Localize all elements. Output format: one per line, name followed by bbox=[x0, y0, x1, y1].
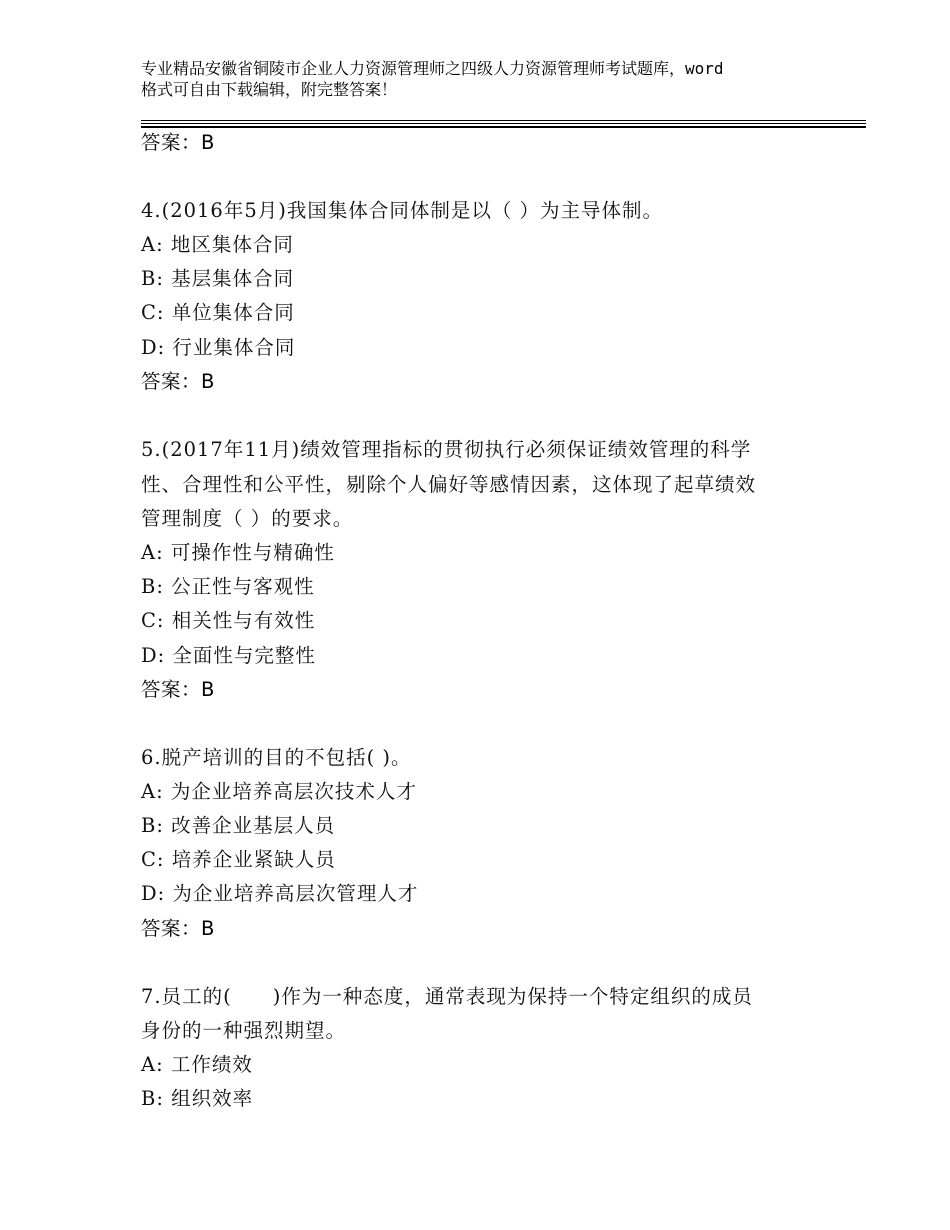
question-5-option-b: B: 公正性与客观性 bbox=[141, 575, 315, 598]
header-rule bbox=[141, 126, 866, 128]
question-4-option-a: A: 地区集体合同 bbox=[141, 233, 294, 256]
question-7-option-a: A: 工作绩效 bbox=[141, 1053, 253, 1076]
header-rule bbox=[141, 123, 866, 124]
header-line-2: 格式可自由下载编辑，附完整答案！ bbox=[141, 80, 398, 99]
answer-line: 答案：B bbox=[141, 131, 215, 154]
question-6-option-d: D: 为企业培养高层次管理人才 bbox=[141, 882, 419, 905]
question-6-option-c: C: 培养企业紧缺人员 bbox=[141, 848, 336, 871]
question-7-stem-line-2: 身份的一种强烈期望。 bbox=[141, 1019, 347, 1042]
question-5-answer: 答案：B bbox=[141, 678, 215, 701]
question-5-option-a: A: 可操作性与精确性 bbox=[141, 541, 335, 564]
header-line-1: 专业精品安徽省铜陵市企业人力资源管理师之四级人力资源管理师考试题库，word bbox=[141, 59, 724, 78]
question-7-option-b: B: 组织效率 bbox=[141, 1087, 254, 1110]
question-4-option-c: C: 单位集体合同 bbox=[141, 301, 295, 324]
question-5-option-c: C: 相关性与有效性 bbox=[141, 609, 316, 632]
question-4-stem: 4.(2016年5月)我国集体合同体制是以（ ）为主导体制。 bbox=[141, 199, 664, 222]
question-5-stem-line-2: 性、合理性和公平性，剔除个人偏好等感情因素，这体现了起草绩效 bbox=[141, 473, 757, 496]
question-6-answer: 答案：B bbox=[141, 917, 215, 940]
question-4-option-b: B: 基层集体合同 bbox=[141, 267, 295, 290]
question-4-answer: 答案：B bbox=[141, 370, 215, 393]
question-5-option-d: D: 全面性与完整性 bbox=[141, 644, 316, 667]
question-6-option-a: A: 为企业培养高层次技术人才 bbox=[141, 780, 417, 803]
question-5-stem-line-3: 管理制度（ ）的要求。 bbox=[141, 507, 354, 530]
question-7-stem-line-1: 7.员工的( )作为一种态度，通常表现为保持一个特定组织的成员 bbox=[141, 985, 753, 1008]
header-rule bbox=[141, 120, 866, 121]
question-6-stem: 6.脱产培训的目的不包括( )。 bbox=[141, 746, 412, 769]
question-4-option-d: D: 行业集体合同 bbox=[141, 336, 296, 359]
question-6-option-b: B: 改善企业基层人员 bbox=[141, 814, 336, 837]
document-header bbox=[141, 58, 841, 100]
question-5-stem-line-1: 5.(2017年11月)绩效管理指标的贯彻执行必须保证绩效管理的科学 bbox=[141, 438, 752, 461]
